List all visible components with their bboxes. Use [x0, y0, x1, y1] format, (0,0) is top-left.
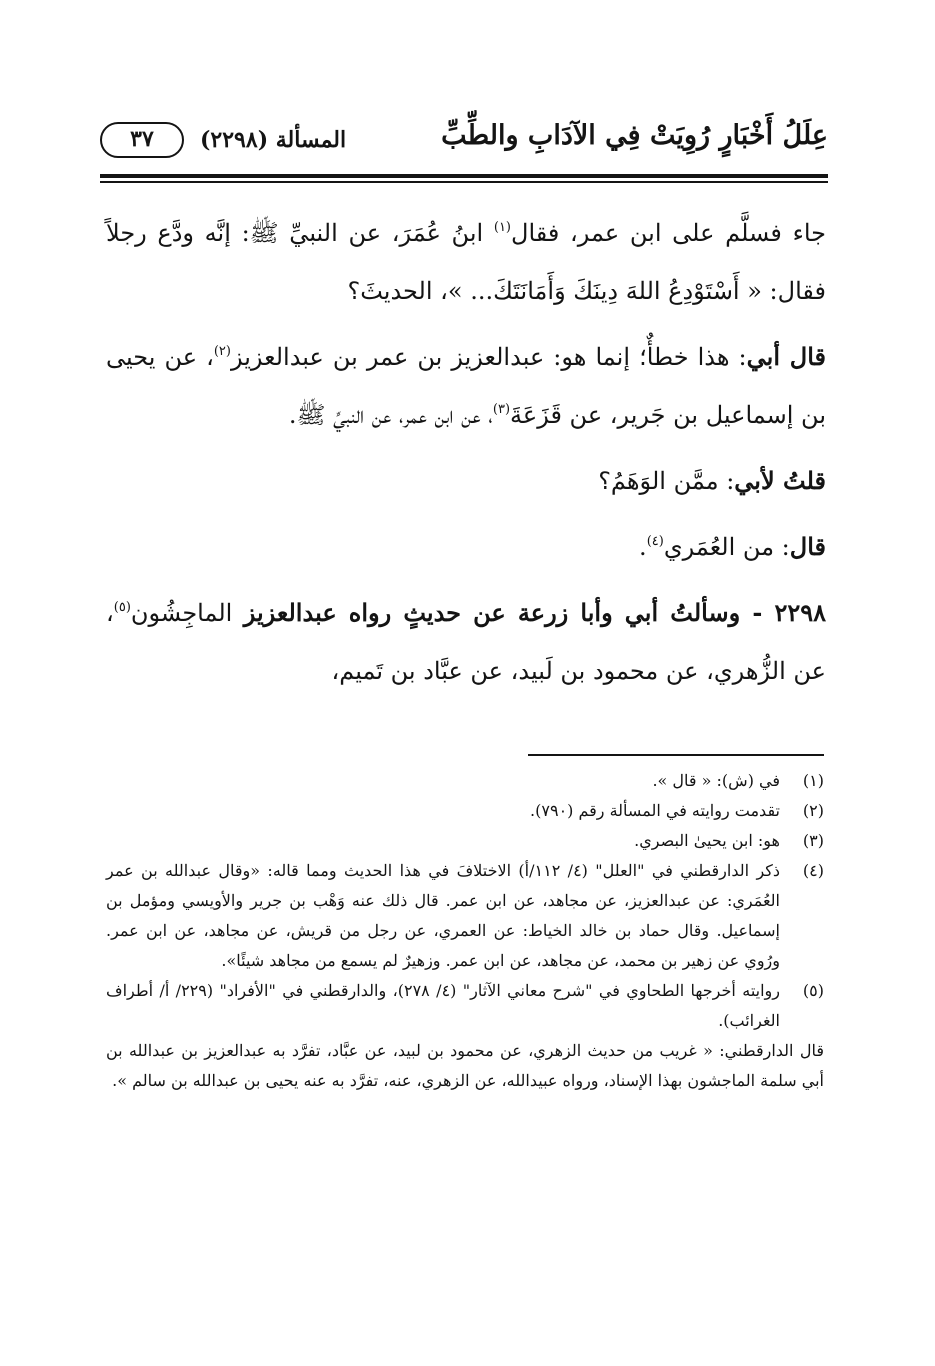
- footnote-text: روايته أخرجها الطحاوي في "شرح معاني الآثار" (٤/ ٢٧٨)، والدارقطني في "الأفراد" (٢٢٩/ أ/ أطراف الغرائب).: [106, 981, 780, 1030]
- footnote-text: هو: ابن يحيىٰ البصري.: [634, 831, 780, 850]
- footnote-divider: [528, 754, 824, 756]
- page-header: [100, 116, 828, 164]
- page-number: ٣٧: [100, 122, 184, 158]
- footnote-text: ذكر الدارقطني في "العلل" (٤/ ١١٢/أ) الاختلافَ في هذا الحديث ومما قاله: «وقال عبدالله بن عمر العُمَري: عن عبدالعزيز، عن مجاهد، عن ابن عمر. قال ذلك عنه وَهْب بن جرير والأويسي ومؤمل بن إسماعيل. وقال حماد بن خالد الخياط: عن العمري، عن رجل من قريش، عن مجاهد، عن ابن عمر. ورُوي عن زهير بن محمد، عن مجاهد، عن ابن عمر. وزهيرٌ لم يسمع من مجاهد شيئًا».: [106, 861, 781, 970]
- footnote-item: [106, 796, 824, 826]
- header-rule-thick: [100, 174, 828, 178]
- footnote-item: [106, 976, 824, 1036]
- paragraph: قلتُ لأبي: ممَّن الوَهَمُ؟: [598, 466, 826, 495]
- footnote-ref: (٥): [113, 600, 131, 615]
- main-text: [106, 204, 826, 700]
- footnote-ref: (٤): [646, 534, 664, 549]
- paragraph: جاء فسلَّم على ابن عمر، فقال$^{(١)}$ ابنُ عُمَرَ، عن النبيِّ ﷺ: إنَّه ودَّع رجلاً فقال: « أَسْتَوْدِعُ اللهَ دِينَكَ وَأَمَانَتَكَ... »، الحديثَ؟: [106, 219, 827, 305]
- footnote-ref: (١): [493, 220, 511, 235]
- footnote-item: [106, 766, 824, 796]
- footnotes: [106, 766, 824, 1096]
- footnote-text: تقدمت روايته في المسألة رقم (٧٩٠).: [530, 801, 780, 820]
- footnote-item: [106, 826, 824, 856]
- footnote-ref: (٣): [492, 402, 511, 417]
- issue-label: المسألة (٢٢٩٨): [200, 127, 347, 153]
- paragraph: قال: من العُمَري$^{(٤)}$.: [639, 532, 826, 561]
- footnote-number: (٥): [802, 981, 824, 1000]
- footnote-number: (١): [802, 771, 824, 790]
- footnote-ref: (٢): [213, 344, 231, 359]
- header-rule-thin: [100, 181, 828, 183]
- paragraph: ٢٢٩٨ - وسألتُ أبي وأبا زرعة عن حديثٍ رواه عبدالعزيز الماجِشُون$^{(٥)}$، عن الزُّهري، عن محمود بن لَبيد، عن عبَّاد بن تَميم،: [106, 598, 826, 685]
- footnote-number: (٣): [802, 831, 824, 850]
- footnote-item: [106, 856, 824, 976]
- footnote-number: (٢): [802, 801, 824, 820]
- footnote-number: (٤): [802, 861, 824, 880]
- footnote-text: قال الدارقطني: « غريب من حديث الزهري، عن محمود بن لبيد، عن عبَّاد، تفرَّد به عبدالعزيز بن عبدالله بن أبي سلمة الماجشون بهذا الإسناد، ورواه عبيدالله، عن الزهري، عنه، تفرَّد به عنه يحيى بن عبدالله بن سالم ».: [106, 1041, 824, 1090]
- book-title: عِلَلُ أَخْبَارٍ رُوِيَتْ فِي الآدَابِ والطِّبِّ: [441, 120, 828, 151]
- paragraph: قال أبي: هذا خطأٌ؛ إنما هو: عبدالعزيز بن عمر بن عبدالعزيز$^{(٢)}$، عن يحيى بن إسماعيل بن جَرير، عن قَزَعَةَ$^{(٣)}$، عن ابن عمر، عن النبيِّ ﷺ.: [106, 342, 826, 429]
- footnote-text: في (ش): « قال ».: [652, 771, 780, 790]
